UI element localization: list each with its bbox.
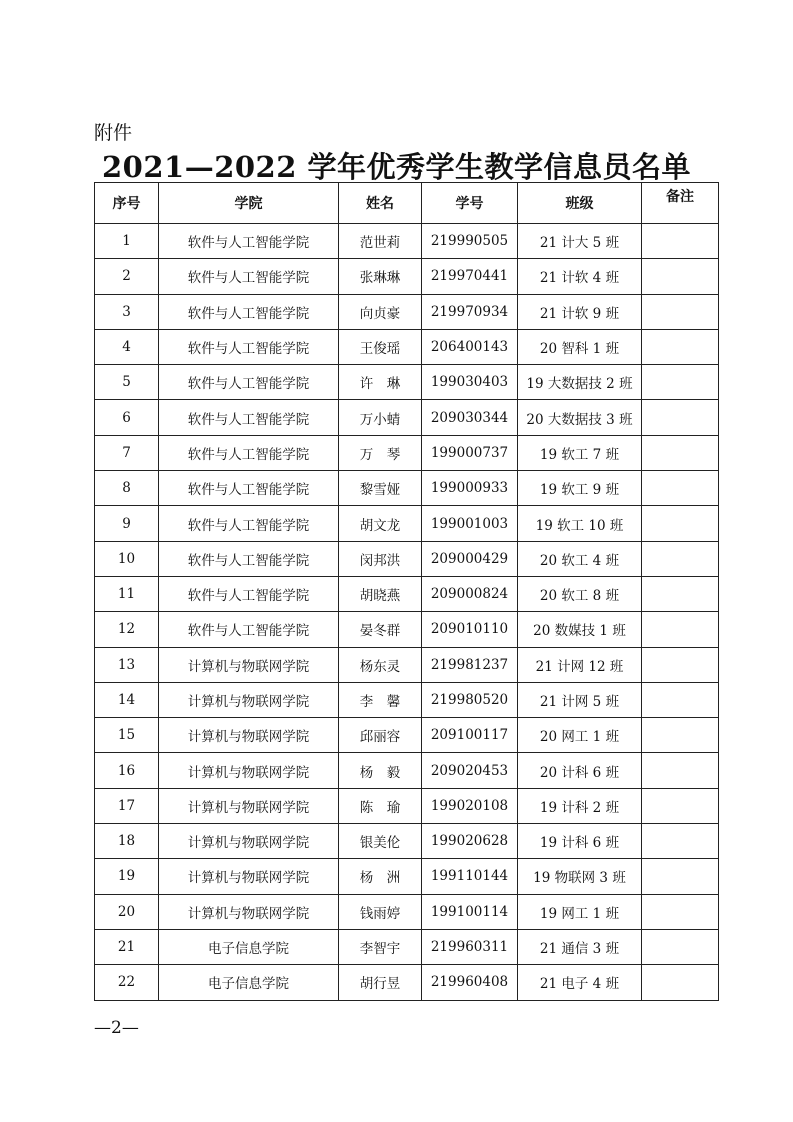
table-row — [95, 929, 719, 964]
cell-index: 15 — [95, 718, 159, 753]
cell-remark — [642, 471, 719, 506]
cell-remark — [642, 541, 719, 576]
table-row — [95, 788, 719, 823]
cell-student-id: 209010110 — [422, 612, 518, 647]
cell-index: 20 — [95, 894, 159, 929]
cell-remark — [642, 894, 719, 929]
cell-class: 20 软工 8 班 — [518, 576, 642, 611]
cell-name: 胡行昱 — [339, 965, 422, 1000]
cell-class: 20 网工 1 班 — [518, 718, 642, 753]
cell-student-id: 209100117 — [422, 718, 518, 753]
table-row — [95, 224, 719, 259]
cell-index: 8 — [95, 471, 159, 506]
cell-class: 20 软工 4 班 — [518, 541, 642, 576]
table-body — [95, 224, 719, 1001]
cell-name: 万 琴 — [339, 435, 422, 470]
cell-student-id: 219960311 — [422, 929, 518, 964]
cell-college: 软件与人工智能学院 — [159, 435, 339, 470]
table-row — [95, 294, 719, 329]
cell-college: 软件与人工智能学院 — [159, 541, 339, 576]
cell-index: 7 — [95, 435, 159, 470]
cell-index: 3 — [95, 294, 159, 329]
cell-student-id: 219970934 — [422, 294, 518, 329]
cell-class: 19 软工 9 班 — [518, 471, 642, 506]
cell-index: 21 — [95, 929, 159, 964]
cell-college: 软件与人工智能学院 — [159, 576, 339, 611]
cell-student-id: 209000429 — [422, 541, 518, 576]
table-row — [95, 541, 719, 576]
cell-class: 19 软工 10 班 — [518, 506, 642, 541]
cell-student-id: 209020453 — [422, 753, 518, 788]
table-row — [95, 894, 719, 929]
cell-student-id: 209000824 — [422, 576, 518, 611]
cell-college: 软件与人工智能学院 — [159, 259, 339, 294]
cell-remark — [642, 824, 719, 859]
cell-college: 计算机与物联网学院 — [159, 859, 339, 894]
cell-remark — [642, 753, 719, 788]
cell-index: 2 — [95, 259, 159, 294]
cell-index: 11 — [95, 576, 159, 611]
cell-index: 12 — [95, 612, 159, 647]
cell-remark — [642, 612, 719, 647]
table-row — [95, 400, 719, 435]
cell-college: 计算机与物联网学院 — [159, 647, 339, 682]
cell-student-id: 199020628 — [422, 824, 518, 859]
table-row — [95, 506, 719, 541]
table-row — [95, 859, 719, 894]
cell-class: 21 计软 4 班 — [518, 259, 642, 294]
cell-name: 晏冬群 — [339, 612, 422, 647]
cell-student-id: 219990505 — [422, 224, 518, 259]
cell-college: 软件与人工智能学院 — [159, 506, 339, 541]
cell-name: 银美伦 — [339, 824, 422, 859]
cell-student-id: 199000737 — [422, 435, 518, 470]
cell-student-id: 199020108 — [422, 788, 518, 823]
cell-index: 4 — [95, 329, 159, 364]
cell-college: 计算机与物联网学院 — [159, 894, 339, 929]
cell-name: 胡文龙 — [339, 506, 422, 541]
cell-class: 19 计科 6 班 — [518, 824, 642, 859]
table-row — [95, 259, 719, 294]
cell-college: 计算机与物联网学院 — [159, 788, 339, 823]
header-name: 姓名 — [339, 183, 422, 224]
cell-name: 杨 毅 — [339, 753, 422, 788]
cell-name: 万小蜻 — [339, 400, 422, 435]
cell-college: 软件与人工智能学院 — [159, 612, 339, 647]
table-row — [95, 682, 719, 717]
cell-student-id: 199100114 — [422, 894, 518, 929]
cell-class: 21 通信 3 班 — [518, 929, 642, 964]
cell-college: 软件与人工智能学院 — [159, 471, 339, 506]
table-header-row — [95, 183, 719, 224]
cell-class: 20 智科 1 班 — [518, 329, 642, 364]
cell-name: 闵邦洪 — [339, 541, 422, 576]
cell-index: 22 — [95, 965, 159, 1000]
attachment-label: 附件 — [94, 122, 133, 144]
cell-name: 杨东灵 — [339, 647, 422, 682]
cell-student-id: 199030403 — [422, 365, 518, 400]
cell-class: 20 数媒技 1 班 — [518, 612, 642, 647]
table-row — [95, 612, 719, 647]
cell-college: 软件与人工智能学院 — [159, 329, 339, 364]
cell-name: 钱雨婷 — [339, 894, 422, 929]
cell-class: 19 计科 2 班 — [518, 788, 642, 823]
cell-class: 21 计网 12 班 — [518, 647, 642, 682]
cell-remark — [642, 929, 719, 964]
cell-student-id: 206400143 — [422, 329, 518, 364]
cell-name: 胡晓燕 — [339, 576, 422, 611]
cell-name: 许 琳 — [339, 365, 422, 400]
cell-college: 计算机与物联网学院 — [159, 824, 339, 859]
cell-name: 黎雪娅 — [339, 471, 422, 506]
cell-student-id: 199110144 — [422, 859, 518, 894]
cell-college: 软件与人工智能学院 — [159, 400, 339, 435]
table-row — [95, 471, 719, 506]
cell-remark — [642, 647, 719, 682]
cell-index: 10 — [95, 541, 159, 576]
cell-college: 软件与人工智能学院 — [159, 365, 339, 400]
header-college: 学院 — [159, 183, 339, 224]
cell-college: 软件与人工智能学院 — [159, 294, 339, 329]
table-row — [95, 718, 719, 753]
cell-class: 19 软工 7 班 — [518, 435, 642, 470]
table-row — [95, 329, 719, 364]
cell-name: 向贞豪 — [339, 294, 422, 329]
cell-index: 6 — [95, 400, 159, 435]
cell-remark — [642, 965, 719, 1000]
cell-name: 王俊瑶 — [339, 329, 422, 364]
table-row — [95, 647, 719, 682]
cell-index: 9 — [95, 506, 159, 541]
document-title: 2021—2022 学年优秀学生教学信息员名单 — [101, 150, 692, 184]
cell-remark — [642, 718, 719, 753]
cell-class: 20 大数据技 3 班 — [518, 400, 642, 435]
cell-remark — [642, 329, 719, 364]
header-class: 班级 — [518, 183, 642, 224]
cell-student-id: 219981237 — [422, 647, 518, 682]
header-remark: 备注 — [642, 183, 719, 224]
student-list-table — [94, 182, 719, 1001]
cell-college: 计算机与物联网学院 — [159, 753, 339, 788]
cell-student-id: 199000933 — [422, 471, 518, 506]
cell-remark — [642, 859, 719, 894]
cell-college: 计算机与物联网学院 — [159, 718, 339, 753]
header-index: 序号 — [95, 183, 159, 224]
cell-index: 1 — [95, 224, 159, 259]
cell-class: 21 电子 4 班 — [518, 965, 642, 1000]
cell-class: 21 计大 5 班 — [518, 224, 642, 259]
cell-remark — [642, 365, 719, 400]
cell-name: 李智宇 — [339, 929, 422, 964]
page-number: —2— — [94, 1018, 139, 1038]
cell-name: 邱丽容 — [339, 718, 422, 753]
cell-class: 21 计软 9 班 — [518, 294, 642, 329]
cell-name: 张琳琳 — [339, 259, 422, 294]
table-row — [95, 753, 719, 788]
cell-class: 19 物联网 3 班 — [518, 859, 642, 894]
cell-remark — [642, 259, 719, 294]
cell-name: 李 馨 — [339, 682, 422, 717]
table-row — [95, 824, 719, 859]
cell-index: 19 — [95, 859, 159, 894]
cell-index: 14 — [95, 682, 159, 717]
cell-index: 17 — [95, 788, 159, 823]
cell-college: 电子信息学院 — [159, 965, 339, 1000]
table-row — [95, 576, 719, 611]
cell-student-id: 219960408 — [422, 965, 518, 1000]
cell-name: 杨 洲 — [339, 859, 422, 894]
cell-student-id: 199001003 — [422, 506, 518, 541]
cell-index: 13 — [95, 647, 159, 682]
cell-class: 19 网工 1 班 — [518, 894, 642, 929]
cell-class: 21 计网 5 班 — [518, 682, 642, 717]
cell-remark — [642, 435, 719, 470]
cell-student-id: 209030344 — [422, 400, 518, 435]
cell-index: 5 — [95, 365, 159, 400]
cell-remark — [642, 294, 719, 329]
table-row — [95, 365, 719, 400]
cell-college: 电子信息学院 — [159, 929, 339, 964]
cell-class: 20 计科 6 班 — [518, 753, 642, 788]
cell-index: 18 — [95, 824, 159, 859]
cell-remark — [642, 224, 719, 259]
cell-index: 16 — [95, 753, 159, 788]
table-row — [95, 435, 719, 470]
cell-remark — [642, 506, 719, 541]
cell-name: 范世莉 — [339, 224, 422, 259]
table-row — [95, 965, 719, 1000]
cell-remark — [642, 400, 719, 435]
cell-class: 19 大数据技 2 班 — [518, 365, 642, 400]
cell-student-id: 219970441 — [422, 259, 518, 294]
cell-name: 陈 瑜 — [339, 788, 422, 823]
cell-remark — [642, 788, 719, 823]
cell-remark — [642, 576, 719, 611]
cell-college: 计算机与物联网学院 — [159, 682, 339, 717]
header-student-id: 学号 — [422, 183, 518, 224]
cell-remark — [642, 682, 719, 717]
cell-college: 软件与人工智能学院 — [159, 224, 339, 259]
cell-student-id: 219980520 — [422, 682, 518, 717]
